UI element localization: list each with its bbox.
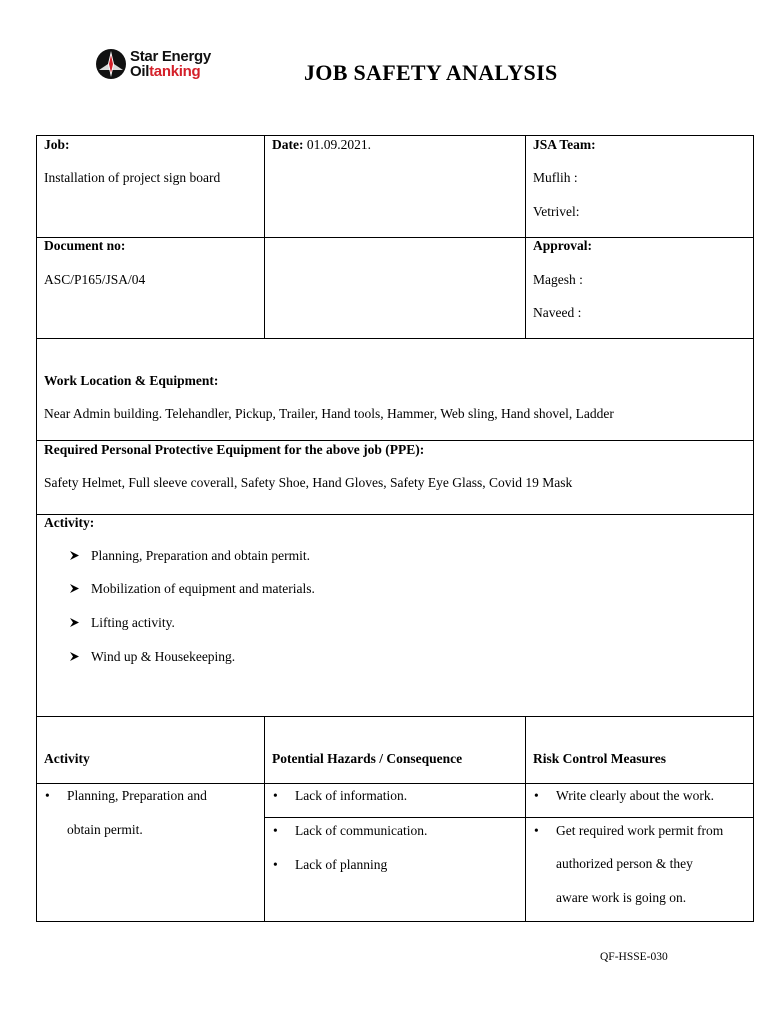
activity-label: Activity:	[44, 515, 95, 530]
job-value: Installation of project sign board	[44, 170, 221, 185]
date-line: Date: 01.09.2021.	[272, 137, 371, 152]
list-item: Lifting activity.	[91, 615, 175, 631]
empty-cell	[264, 238, 525, 338]
bullet-icon: •	[45, 788, 50, 803]
logo-text-oiltanking: Oiltanking	[130, 63, 201, 80]
logo-text-star-energy: Star Energy	[130, 48, 211, 65]
header-activity: Activity	[44, 751, 90, 766]
row-job	[37, 136, 753, 237]
analysis-hazards-cell	[264, 784, 525, 921]
bullet-icon: •	[534, 788, 539, 803]
form-code: QF-HSSE-030	[600, 951, 668, 963]
approval-cell	[525, 238, 753, 338]
date-cell	[264, 136, 525, 237]
row-analysis-data	[37, 783, 753, 921]
document-cell	[37, 238, 264, 338]
jsa-team-cell	[525, 136, 753, 237]
list-item: • Planning, Preparation and	[45, 788, 207, 803]
arrow-bullet-icon	[69, 651, 80, 662]
approval-member: Naveed :	[533, 305, 582, 320]
list-item-continued: obtain permit.	[67, 822, 143, 837]
jsa-team-member: Vetrivel:	[533, 204, 580, 219]
divider	[526, 817, 753, 818]
header-controls: Risk Control Measures	[525, 717, 753, 783]
arrow-bullet-icon	[69, 550, 80, 561]
jsa-team-member: Muflih :	[533, 170, 578, 185]
list-item: • Lack of communication.	[273, 823, 428, 838]
document-label: Document no:	[44, 238, 126, 253]
header-hazards: Potential Hazards / Consequence	[264, 717, 525, 783]
jsa-table	[36, 135, 754, 922]
list-item: Planning, Preparation and obtain permit.	[91, 548, 310, 564]
list-item: • Lack of information.	[273, 788, 408, 803]
arrow-bullet-icon	[69, 583, 80, 594]
work-location-value: Near Admin building. Telehandler, Pickup, Trailer, Hand tools, Hammer, Web sling, Hand shovel, Ladder	[44, 406, 614, 421]
work-location-cell	[37, 339, 753, 440]
job-cell	[37, 136, 264, 237]
list-item: • Write clearly about the work.	[534, 788, 715, 803]
divider	[265, 817, 525, 818]
list-item-continued: authorized person & they	[556, 856, 693, 871]
jsa-team-label: JSA Team:	[533, 137, 596, 152]
ppe-label: Required Personal Protective Equipment for the above job (PPE):	[44, 442, 425, 457]
approval-label: Approval:	[533, 238, 593, 253]
job-label: Job:	[44, 137, 70, 152]
list-item-continued: aware work is going on.	[556, 890, 687, 905]
row-work-location	[37, 338, 753, 440]
document-value: ASC/P165/JSA/04	[44, 272, 146, 287]
list-item: • Get required work permit from	[534, 823, 724, 838]
arrow-bullet-icon	[69, 617, 80, 628]
list-item: Mobilization of equipment and materials.	[91, 581, 315, 597]
ppe-value: Safety Helmet, Full sleeve coverall, Safety Shoe, Hand Gloves, Safety Eye Glass, Covid 19 Mask	[44, 475, 573, 490]
list-item: Wind up & Housekeeping.	[91, 649, 235, 665]
analysis-activity-cell	[37, 784, 264, 921]
analysis-controls-cell	[525, 784, 753, 921]
approval-member: Magesh :	[533, 272, 583, 287]
company-logo	[94, 46, 234, 84]
list-item: • Lack of planning	[273, 857, 388, 872]
bullet-icon: •	[273, 788, 278, 803]
bullet-icon: •	[273, 823, 278, 838]
bullet-icon: •	[534, 823, 539, 838]
row-activity	[37, 514, 753, 716]
document-title: JOB SAFETY ANALYSIS	[304, 60, 558, 85]
ppe-cell	[37, 441, 753, 514]
activity-cell	[37, 515, 753, 716]
row-analysis-headers	[37, 716, 753, 783]
flame-logo-icon	[94, 46, 128, 80]
bullet-icon: •	[273, 857, 278, 872]
work-location-label: Work Location & Equipment:	[44, 373, 219, 388]
row-ppe	[37, 440, 753, 514]
row-document	[37, 237, 753, 338]
